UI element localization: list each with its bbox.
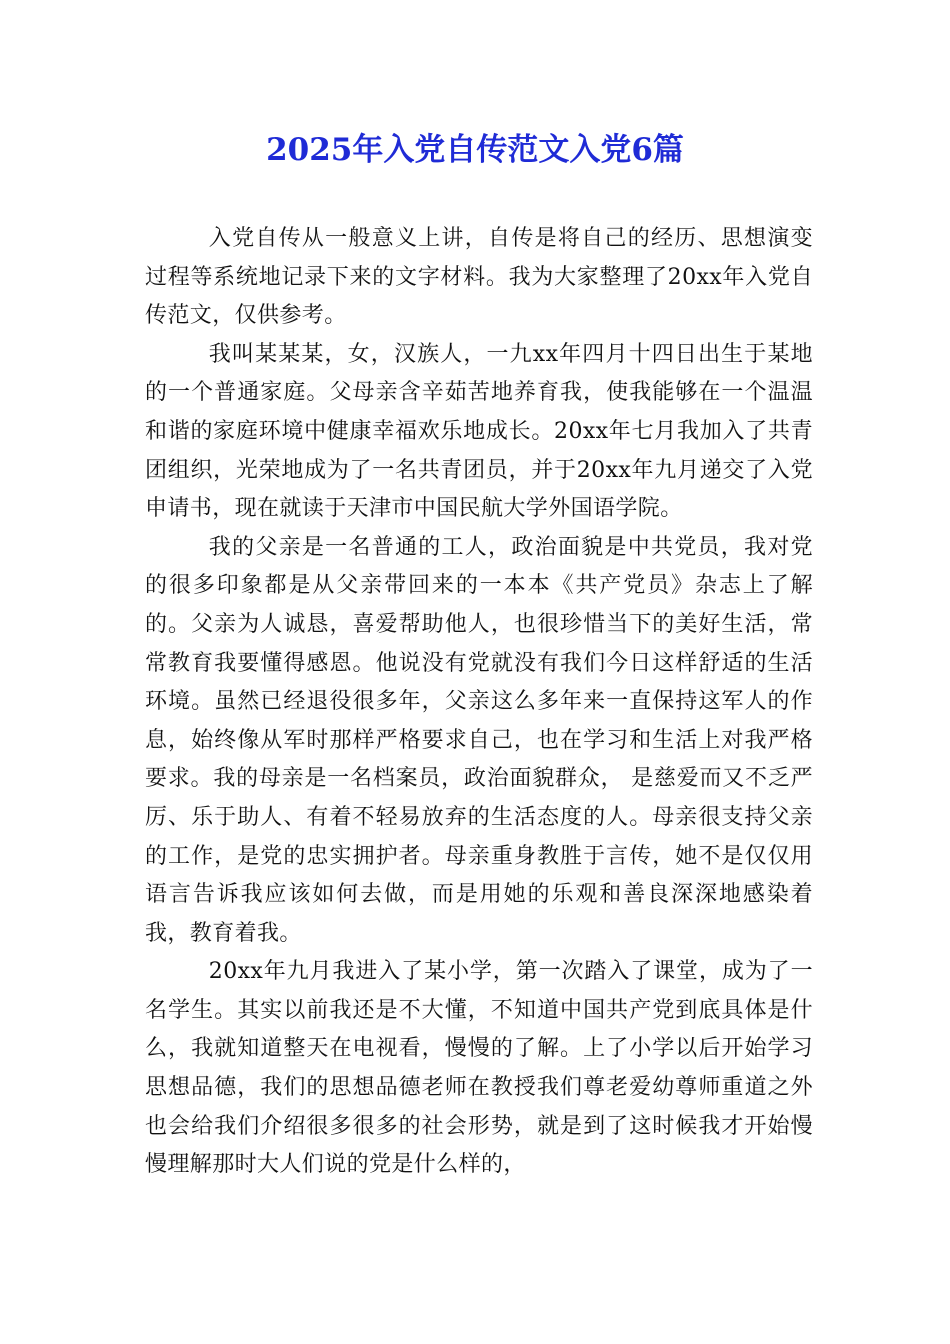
document-body [145,220,813,1185]
paragraph-parents: 我的父亲是一名普通的工人，政治面貌是中共党员，我对党的很多印象都是从父亲带回来的一本本《共产党员》杂志上了解的。父亲为人诚恳，喜爱帮助他人，也很珍惜当下的美好生活，常常教育我要懂得感恩。他说没有党就没有我们今日这样舒适的生活环境。虽然已经退役很多年，父亲这么多年来一直保持这军人的作息，始终像从军时那样严格要求自己，也在学习和生活上对我严格要求。我的母亲是一名档案员，政治面貌群众， 是慈爱而又不乏严厉、乐于助人、有着不轻易放弃的生活态度的人。母亲很支持父亲的工作，是党的忠实拥护者。母亲重身教胜于言传，她不是仅仅用语言告诉我应该如何去做，而是用她的乐观和善良深深地感染着我，教育着我。 [145,534,813,946]
paragraph-personal-background: 我叫某某某，女，汉族人，一九xx年四月十四日出生于某地的一个普通家庭。父母亲含辛茹苦地养育我，使我能够在一个温温和谐的家庭环境中健康幸福欢乐地成长。20xx年七月我加入了共青团组织，光荣地成为了一名共青团员，并于20xx年九月递交了入党申请书，现在就读于天津市中国民航大学外国语学院。 [145,341,813,522]
paragraph-primary-school: 20xx年九月我进入了某小学，第一次踏入了课堂，成为了一名学生。其实以前我还是不大懂，不知道中国共产党到底具体是什么，我就知道整天在电视看，慢慢的了解。上了小学以后开始学习思想品德，我们的思想品德老师在教授我们尊老爱幼尊师重道之外也会给我们介绍很多很多的社会形势，就是到了这时候我才开始慢慢理解那时大人们说的党是什么样的， [145,959,813,1178]
document-title: 2025年入党自传范文入党6篇 [266,132,684,168]
paragraph-intro: 入党自传从一般意义上讲，自传是将自己的经历、思想演变过程等系统地记录下来的文字材料。我为大家整理了20xx年入党自传范文，仅供参考。 [145,226,813,329]
